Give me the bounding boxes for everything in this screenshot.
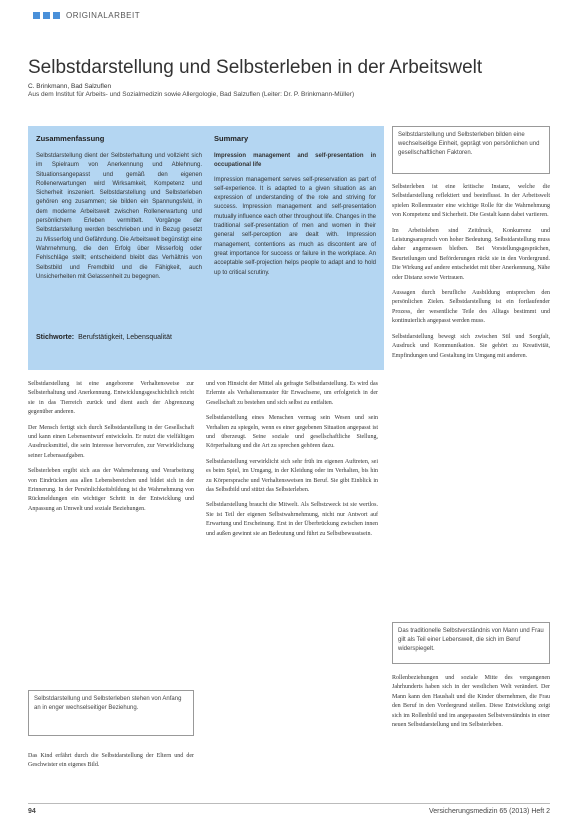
abstract-de-heading: Zusammenfassung (36, 134, 105, 143)
header-square-icon (33, 12, 40, 19)
middle-paragraph: Selbstdarstellung braucht die Mitwelt. Als Selbstzweck ist sie wertlos. Sie ist Teil der eigenen Selbstwahrnehmung, nicht nur Antwort auf Erwartung und Erscheinung. Erst in der Überbrückung zwischen innen und außen gewinnt sie an Bedeutung und führt zu Selbstbewusstsein. (206, 502, 378, 537)
journal-citation: Versicherungsmedizin 65 (2013) Heft 2 (428, 808, 550, 815)
page-number: 94 (28, 808, 36, 815)
footer-rule (28, 803, 550, 804)
left-column (28, 380, 194, 650)
abstract-en-heading: Summary (214, 134, 249, 143)
abstract-en-column (214, 152, 376, 283)
article-affiliation: Aus dem Institut für Arbeits- und Sozialmedizin sowie Allergologie, Bad Salzuflen (Leiter: Dr. P. Brinkmann-Müller) (28, 91, 355, 98)
pull-quote-middle: Das traditionelle Selbstverständnis von Mann und Frau gilt als Teil einer Lebenswelt, die sich im Beruf widerspiegelt. (392, 622, 550, 664)
middle-paragraph: und von Hinsicht der Mittel als gefragte Selbstdarstellung. Es wird das Erlernte als Verhaltensmuster für Erwachsene, um erfolgreich in der Gesellschaft zu bestehen und sich selbst zu entfalten. (206, 381, 378, 406)
right-paragraph: Selbsterleben ist eine kritische Instanz, welche die Selbstdarstellung reflektiert und beeinflusst. In der Arbeitswelt spielen Rollenmuster eine wichtige Rolle für die Wahrnehmung von Kompetenz und Sicherheit. Die Gestalt kann dabei variieren. (392, 184, 550, 219)
abstract-en-text: Impression management serves self-preservation as part of self-experience. It is adapted to a given situation as an expression of understanding of the role and striving for success. Impression management and self-presentation mutually influence each other throughout life. Changes in the traditional self-presentation of men and women in their general self-perception are dealt with. Impression management, contentions as much as discontent are of great importance for success or failure in the workplace. An acceptable self-projection helps people to adapt and to hold up to critical scrutiny. (214, 176, 376, 276)
header-square-icon (43, 12, 50, 19)
left-paragraph: Der Mensch fertigt sich durch Selbstdarstellung in der Gesellschaft und kann einen Lebensentwurf entwickeln. Er nutzt die vielfältigen Ausdrucksmittel, die sein Interesse hervorrufen, zur Verwirklichung seiner Lebensaufgaben. (28, 424, 194, 459)
article-authors: C. Brinkmann, Bad Salzuflen (28, 83, 112, 90)
pull-quote-top: Selbstdarstellung und Selbsterleben bilden eine wechselseitige Einheit, geprägt von persönlichen und gesellschaftlichen Faktoren. (392, 126, 550, 174)
right-paragraph-last: Rollenbeziehungen und soziale Mitte des vergangenen Jahrhunderts haben sich in der westlichen Welt verändert. Der Mann kann den Haushalt und die Kinder übernehmen, die Frau den Beruf in den Vordergrund stellen. Diese Entwicklung zeigt sich im Rollenbild und im angepassten Selbstverständnis in einer neuen Selbstdarstellung und im Selbsterleben. (392, 675, 550, 729)
pull-quote-bottom: Selbstdarstellung und Selbsterleben stehen von Anfang an in enger wechselseitiger Beziehung. (28, 690, 194, 736)
right-paragraph: Aussagen durch berufliche Ausbildung entsprechen den persönlichen Zielen. Selbstdarstellung ist ein fortlaufender Prozess, der wesentliche Teile des Alltags bestimmt und kontinuierlich angepasst werden muss. (392, 290, 550, 325)
right-paragraph: Im Arbeitsleben sind Zeitdruck, Konkurrenz und Leistungsanspruch von hoher Bedeutung. Selbstdarstellung muss daher angemessen bleiben. Bei Vorstellungsgesprächen, Beurteilungen und Beförderungen rückt sie in den Vordergrund. Die Wirkung auf andere entscheidet mit über Anerkennung, Nähe oder Distanz sowie Vertrauen. (392, 227, 550, 281)
left-paragraph-last: Das Kind erfährt durch die Selbstdarstellung der Eltern und der Geschwister ein eigenes Bild. (28, 753, 194, 769)
keywords-text: Berufstätigkeit, Lebensqualität (78, 334, 172, 341)
right-paragraph: Selbstdarstellung bewegt sich zwischen Stil und Sorgfalt, Ausdruck und Kommunikation. Sie gehört zu Kreativität, Empfindungen und Gestaltung im Umgang mit anderen. (392, 333, 550, 359)
middle-column (206, 380, 378, 798)
middle-paragraph: Selbstdarstellung eines Menschen vermag sein Wesen und sein Verhalten zu spiegeln, wenn es einer gegebenen Situation angepasst ist und überzeugt. Seine soziale und gesellschaftliche Stellung, Körperhaltung und die Art zu sprechen gehören dazu. (206, 415, 378, 450)
left-paragraph: Selbsterleben ergibt sich aus der Wahrnehmung und Verarbeitung von Eindrücken aus allen Lebensbereichen und bildet sich in der Erinnerung. In der Persönlichkeitsbildung ist die Wahrnehmung von Rückmeldungen ein wichtiger Schritt in der Entwicklung und Anpassung an Umwelt und soziale Beziehungen. (28, 468, 194, 512)
article-title: Selbstdarstellung und Selbsterleben in der Arbeitswelt (28, 57, 483, 78)
middle-paragraph: Selbstdarstellung verwirklicht sich sehr früh im eigenen Auftreten, sei es beim Spiel, im Umgang, in der Kleidung oder im Verhalten, bis hin zu Körpersprache und Verhaltensweisen im Beruf. Sie gibt Einblick in das Selbstbild und stützt das Selbsterleben. (206, 458, 378, 494)
abstract-box (28, 126, 384, 370)
right-column (392, 183, 550, 603)
section-header (33, 8, 140, 22)
abstract-de-text: Selbstdarstellung dient der Selbsterhaltung und vollzieht sich im Spielraum von Anerkennung und Ablehnung. Situationsangepasst und gemäß den eigenen Rollenerwartungen wird Wirksamkeit, Kompetenz und Sicherheit inszeniert. Selbstdarstellung und Selbsterleben gehören eng zusammen; sie bilden ein Spannungsfeld, in dem moderne Arbeitswelt zwischen Rollenerwartung und persönlichem Erleben vermittelt. Vorgänge der Selbstdarstellung werden beschrieben und in Bezug gesetzt zu Misserfolg und Gefährdung. Die Arbeitswelt begünstigt eine Wahrnehmung, die den Erfolg über Misserfolg oder Fehlschläge stellt; entscheidend bleibt das Verhältnis von Selbstbild und Fremdbild und die Fähigkeit, auch Unsicherheiten mit Gelassenheit zu begegnen. (36, 153, 202, 280)
keywords-label: Stichworte: (36, 334, 75, 341)
left-paragraph: Selbstdarstellung ist eine angeborene Verhaltensweise zur Selbsterhaltung und Anerkennung. Entwicklungsgeschichtlich reicht sie in das Tierreich zurück und dient auch der Abgrenzung gegenüber anderen. (28, 381, 194, 416)
abstract-en-subheading: Impression management and self-presentation in occupational life (214, 153, 376, 169)
section-label: ORIGINALARBEIT (66, 10, 141, 20)
header-square-icon (53, 12, 60, 19)
keywords (36, 334, 172, 341)
